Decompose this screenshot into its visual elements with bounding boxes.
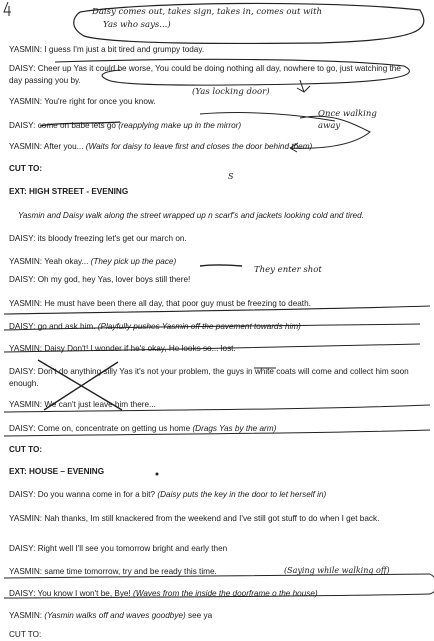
mark-s: S xyxy=(228,172,234,181)
dialogue-line: YASMIN: I guess I'm just a bit tired and grumpy today. xyxy=(9,45,205,54)
dialogue-line: YASMIN: Nah thanks, Im still knackered from the weekend and I've still got stuff to do when I get back. xyxy=(9,514,380,523)
dialogue-line: DAISY: Come on, concentrate on getting us home (Drags Yas by the arm) xyxy=(9,424,277,433)
dialogue-line: DAISY: go and ask him. (Playfully pushes Yasmin off the pavement towards him) xyxy=(9,322,301,331)
dialogue-line: YASMIN: Daisy Don't! I wonder if he's okay, He looks so... lost. xyxy=(9,344,236,353)
dialogue-line: DAISY: Cheer up Yas it could be worse, You could be doing nothing all day, nowhere to go, just watching the day passing you by. xyxy=(9,64,401,85)
dialogue-line: YASMIN: You're right for once you know. xyxy=(9,97,156,106)
dialogue-line: DAISY: Oh my god, hey Yas, lover boys still there! xyxy=(9,275,191,284)
dialogue-line: DAISY: You know I won't be, Bye! (Waves from the inside the doorframe o the house) xyxy=(9,589,318,598)
scene-heading: EXT: HIGH STREET - EVENING xyxy=(9,187,129,196)
dialogue-line: YASMIN: He must have been there all day, that poor guy must be freezing to death. xyxy=(9,299,311,308)
dialogue-line: DAISY: Do you wanna come in for a bit? (Daisy puts the key in the door to let herself in) xyxy=(9,490,327,499)
dialogue-line: YASMIN: We can't just leave him there... xyxy=(9,400,156,409)
dialogue-line: YASMIN: After you... (Waits for daisy to leave first and closes the door behind them) xyxy=(9,142,313,151)
margin-note-line-1: Daisy comes out, takes sign, takes in, comes out with xyxy=(92,7,322,17)
dialogue-line: YASMIN: (Yasmin walks off and waves goodbye) see ya xyxy=(9,611,213,620)
margin-note-line-2: Yas who says...) xyxy=(103,20,171,30)
note-they-enter-shot: They enter shot xyxy=(254,265,322,275)
note-yas-locking-door: (Yas locking door) xyxy=(192,87,270,97)
dialogue-line: DAISY: come on babe lets go (reapplying make up in the mirror) xyxy=(9,121,242,130)
transition: CUT TO: xyxy=(9,445,43,454)
note-once-walking-away: Once walking away xyxy=(318,109,377,131)
note-saying-while-walking-off: (Saying while walking off) xyxy=(284,566,390,575)
scene-heading: EXT: HOUSE – EVENING xyxy=(9,467,105,476)
dialogue-line: YASMIN: Yeah okay... (They pick up the pace) xyxy=(9,257,177,266)
transition: CUT TO: xyxy=(9,164,43,173)
action-line: Yasmin and Daisy walk along the street wrapped up n scarf's and jackets looking cold and tired. xyxy=(18,211,364,220)
dialogue-line: DAISY: Don't do anything silly Yas it's not your problem, the guys in white coats will come and collect him soon enough. xyxy=(9,367,409,388)
dialogue-line: DAISY: its bloody freezing let's get our march on. xyxy=(9,234,187,243)
transition: CUT TO: xyxy=(9,630,42,639)
dialogue-line: YASMIN: same time tomorrow, try and be ready this time. xyxy=(9,567,217,576)
dialogue-line: DAISY: Right well I'll see you tomorrow bright and early then xyxy=(9,544,228,553)
